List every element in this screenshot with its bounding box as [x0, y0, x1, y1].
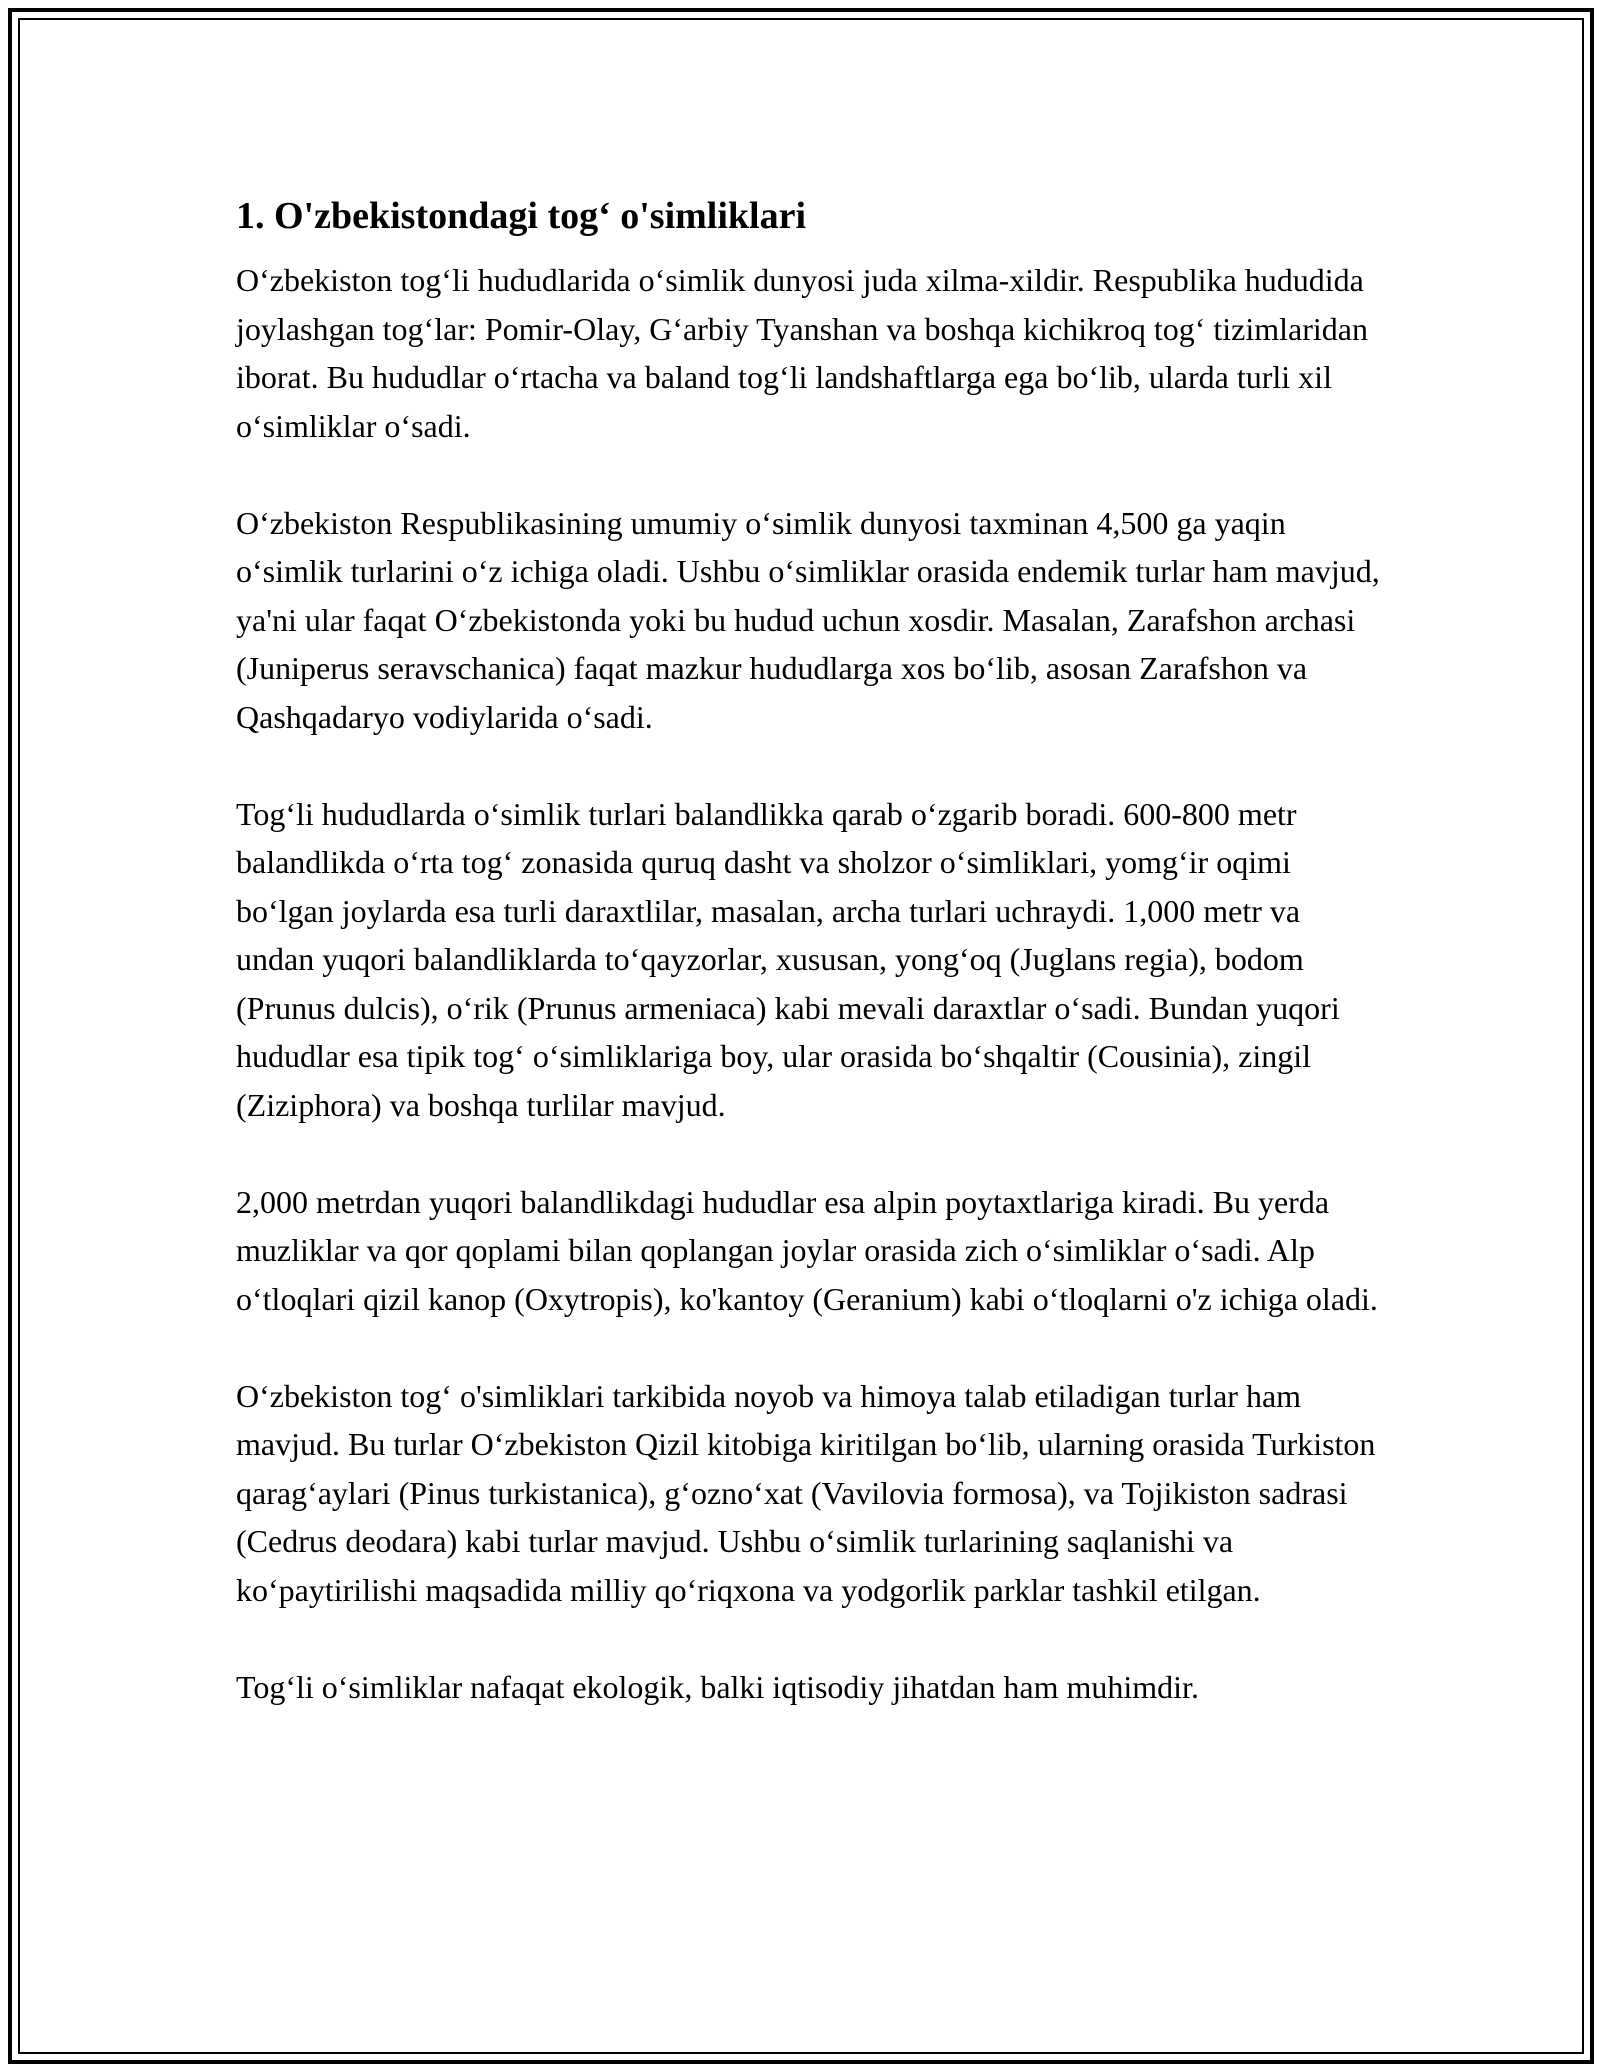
paragraph-altitude-zones: Tog‘li hududlarda o‘simlik turlari balandlikka qarab o‘zgarib boradi. 600-800 metr balandlikda o‘rta tog‘ zonasida quruq dasht va sholzor o‘simliklari, yomg‘ir oqimi bo‘lgan joylarda esa turli daraxtlilar, masalan, archa turlari uchraydi. 1,000 metr va undan yuqori balandliklarda to‘qayzorlar, xususan, yong‘oq (Juglans regia), bodom (Prunus dulcis), o‘rik (Prunus armeniaca) kabi mevali daraxtlar o‘sadi. Bundan yuqori hududlar esa tipik tog‘ o‘simliklariga boy, ular orasida bo‘shqaltir (Cousinia), zingil (Ziziphora) va boshqa turlilar mavjud. [236, 795, 1340, 1123]
paragraph-conclusion: Tog‘li o‘simliklar nafaqat ekologik, balki iqtisodiy jihatdan ham muhimdir. [236, 1668, 1199, 1705]
paragraph-intro: O‘zbekiston tog‘li hududlarida o‘simlik dunyosi juda xilma-xildir. Respublika hududida joylashgan tog‘lar: Pomir-Olay, G‘arbiy Tyanshan va boshqa kichikroq tog‘ tizimlaridan iborat. Bu hududlar o‘rtacha va baland tog‘li landshaftlarga ega bo‘lib, ularda turli xil o‘simliklar o‘sadi. [236, 262, 1368, 444]
page-title: 1. O'zbekistondagi tog‘ o'simliklari [236, 195, 807, 237]
paragraph-flora-count: O‘zbekiston Respublikasining umumiy o‘simlik dunyosi taxminan 4,500 ga yaqin o‘simlik turlarini o‘z ichiga oladi. Ushbu o‘simliklar orasida endemik turlar ham mavjud, ya'ni ular faqat O‘zbekistonda yoki bu hudud uchun xosdir. Masalan, Zarafshon archasi (Juniperus seravschanica) faqat mazkur hududlarga xos bo‘lib, asosan Zarafshon va Qashqadaryo vodiylarida o‘sadi. [236, 504, 1380, 735]
paragraph-alpine: 2,000 metrdan yuqori balandlikdagi hududlar esa alpin poytaxtlariga kiradi. Bu yerda muzliklar va qor qoplami bilan qoplangan joylar orasida zich o‘simliklar o‘sadi. Alp o‘tloqlari qizil kanop (Oxytropis), ko'kantoy (Geranium) kabi o‘tloqlarni o'z ichiga oladi. [236, 1183, 1378, 1317]
document-body [236, 188, 1386, 1760]
paragraph-protected-species: O‘zbekiston tog‘ o'simliklari tarkibida noyob va himoya talab etiladigan turlar ham mavjud. Bu turlar O‘zbekiston Qizil kitobiga kiritilgan bo‘lib, ularning orasida Turkiston qarag‘aylari (Pinus turkistanica), g‘ozno‘xat (Vavilovia formosa), va Tojikiston sadrasi (Cedrus deodara) kabi turlar mavjud. Ushbu o‘simlik turlarining saqlanishi va ko‘paytirilishi maqsadida milliy qo‘riqxona va yodgorlik parklar tashkil etilgan. [236, 1377, 1376, 1608]
